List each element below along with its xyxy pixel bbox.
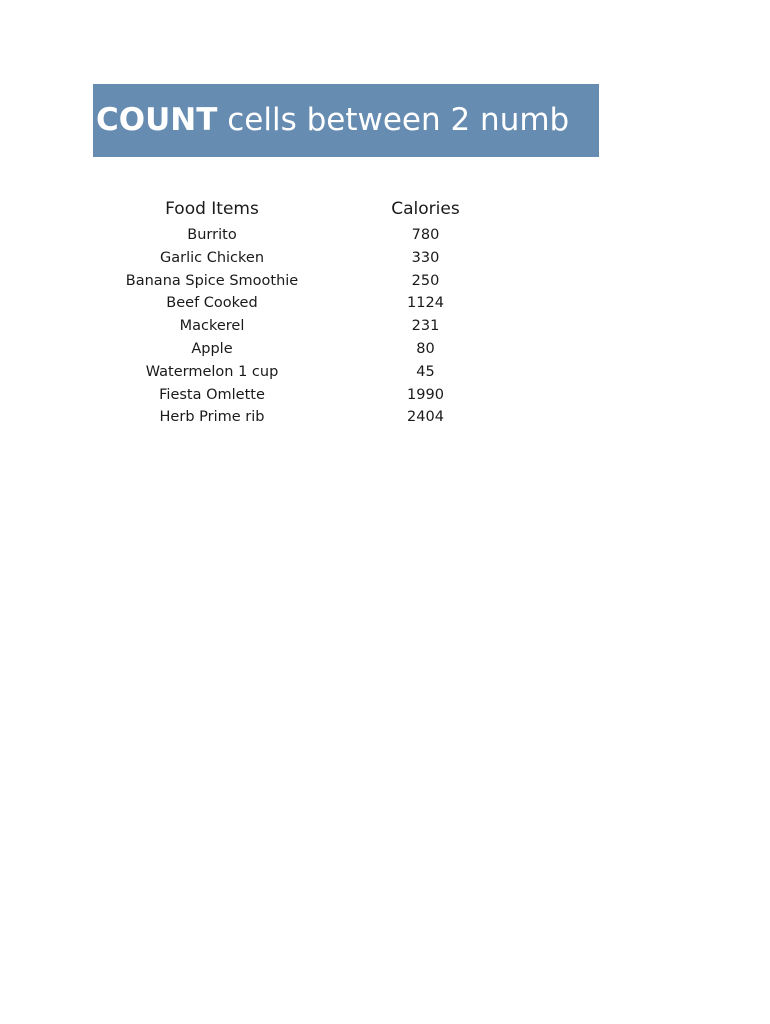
food-cell: Banana Spice Smoothie (125, 272, 299, 289)
food-items-header: Food Items (165, 199, 259, 219)
title-rest: cells between 2 numb (217, 102, 570, 138)
calories-cell: 231 (411, 318, 440, 335)
table-row (0, 292, 770, 315)
table-row (0, 338, 770, 361)
table-row (0, 384, 770, 407)
food-cell: Beef Cooked (166, 295, 258, 312)
calories-cell: 330 (411, 249, 440, 266)
food-cell: Garlic Chicken (159, 249, 265, 266)
table-row (0, 361, 770, 384)
food-cell: Watermelon 1 cup (145, 363, 279, 380)
calories-cell: 80 (416, 340, 435, 357)
calories-cell: 2404 (407, 409, 444, 426)
calories-cell: 45 (416, 363, 435, 380)
food-cell: Apple (191, 340, 233, 357)
food-cell: Fiesta Omlette (159, 386, 265, 403)
table-row (0, 270, 770, 293)
table-row (0, 406, 770, 429)
table-row (0, 315, 770, 338)
calories-cell: 1990 (407, 386, 444, 403)
calories-cell: 250 (411, 272, 440, 289)
food-cell: Mackerel (179, 318, 245, 335)
calories-cell: 1124 (407, 295, 444, 312)
table-row (0, 247, 770, 270)
calories-header: Calories (391, 199, 460, 219)
title-bold-word: COUNT (96, 102, 218, 138)
food-cell: Burrito (187, 227, 237, 243)
food-cell: Herb Prime rib (159, 409, 265, 426)
table-body (0, 224, 770, 429)
title-banner (93, 84, 599, 157)
page-title (96, 100, 569, 140)
calories-cell: 780 (411, 227, 440, 243)
table-row (0, 224, 770, 247)
